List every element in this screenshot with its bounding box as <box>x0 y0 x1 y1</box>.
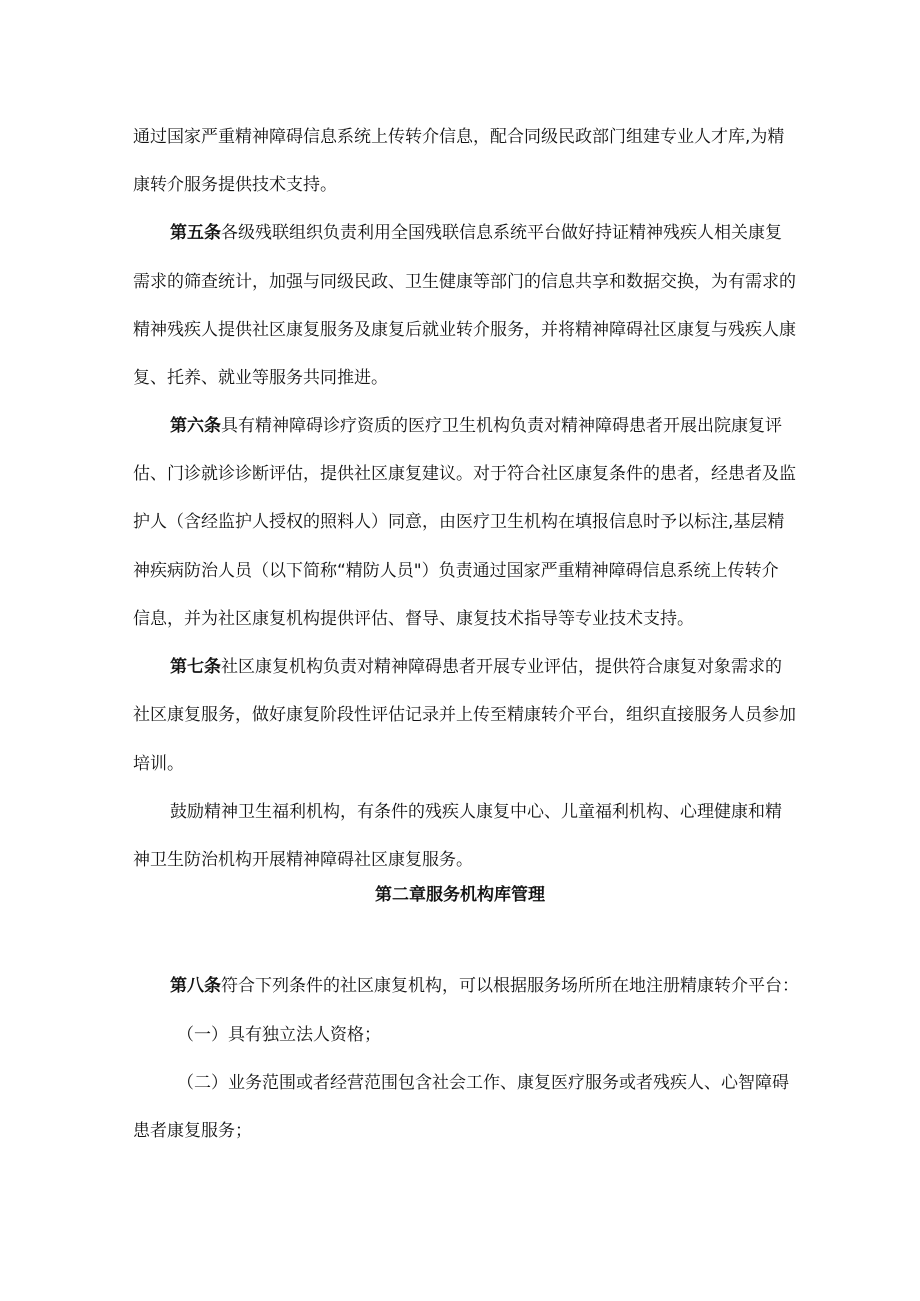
article-heading: 第七条 <box>170 657 221 677</box>
paragraph-line: 需求的筛查统计，加强与同级民政、卫生健康等部门的信息共享和数据交换，为有需求的 <box>133 272 796 292</box>
chapter-title: 第二章服务机构库管理 <box>375 885 545 905</box>
article-5-first-line <box>170 221 920 245</box>
article-8-first-line <box>170 974 920 998</box>
article-text: 具有精神障碍诊疗资质的医疗卫生机构负责对精神障碍患者开展出院康复评 <box>221 416 782 436</box>
list-item: （一）具有独立法人资格； <box>177 1025 381 1045</box>
paragraph-line: 复、托养、就业等服务共同推进。 <box>133 368 388 388</box>
paragraph-line: 神疾病防治人员（以下简称“精防人员"）负责通过国家严重精神障碍信息系统上传转介 <box>133 561 779 581</box>
paragraph-line: 信息，并为社区康复机构提供评估、督导、康复技术指导等专业技术支持。 <box>133 609 694 629</box>
paragraph-line: 精神残疾人提供社区康复服务及康复后就业转介服务，并将精神障碍社区康复与残疾人康 <box>133 320 796 340</box>
article-7-first-line <box>170 655 920 679</box>
article-text: 社区康复机构负责对精神障碍患者开展专业评估，提供符合康复对象需求的 <box>221 657 782 677</box>
article-text: 符合下列条件的社区康复机构，可以根据服务场所所在地注册精康转介平台： <box>221 976 799 996</box>
paragraph-line: 估、门诊就诊诊断评估，提供社区康复建议。对于符合社区康复条件的患者，经患者及监 <box>133 464 796 484</box>
paragraph-line: 社区康复服务，做好康复阶段性评估记录并上传至精康转介平台，组织直接服务人员参加 <box>133 705 796 725</box>
paragraph-line: 鼓励精神卫生福利机构，有条件的残疾人康复中心、儿童福利机构、心理健康和精 <box>170 802 782 822</box>
article-heading: 第六条 <box>170 416 221 436</box>
list-item: （二）业务范围或者经营范围包含社会工作、康复医疗服务或者残疾人、心智障碍 <box>177 1073 789 1093</box>
article-text: 各级残联组织负责利用全国残联信息系统平台做好持证精神残疾人相关康复 <box>221 223 782 243</box>
paragraph-line: 神卫生防治机构开展精神障碍社区康复服务。 <box>133 850 473 870</box>
paragraph-line: 护人（含经监护人授权的照料人）同意，由医疗卫生机构在填报信息时予以标注,基层精 <box>133 512 785 532</box>
article-heading: 第五条 <box>170 223 221 243</box>
paragraph-line: 康转介服务提供技术支持。 <box>133 175 337 195</box>
article-heading: 第八条 <box>170 976 221 996</box>
article-6-first-line <box>170 414 920 438</box>
paragraph-line: 培训。 <box>133 754 184 774</box>
paragraph-line: 患者康复服务； <box>133 1121 252 1141</box>
paragraph-line: 通过国家严重精神障碍信息系统上传转介信息，配合同级民政部门组建专业人才库,为精 <box>133 127 785 147</box>
